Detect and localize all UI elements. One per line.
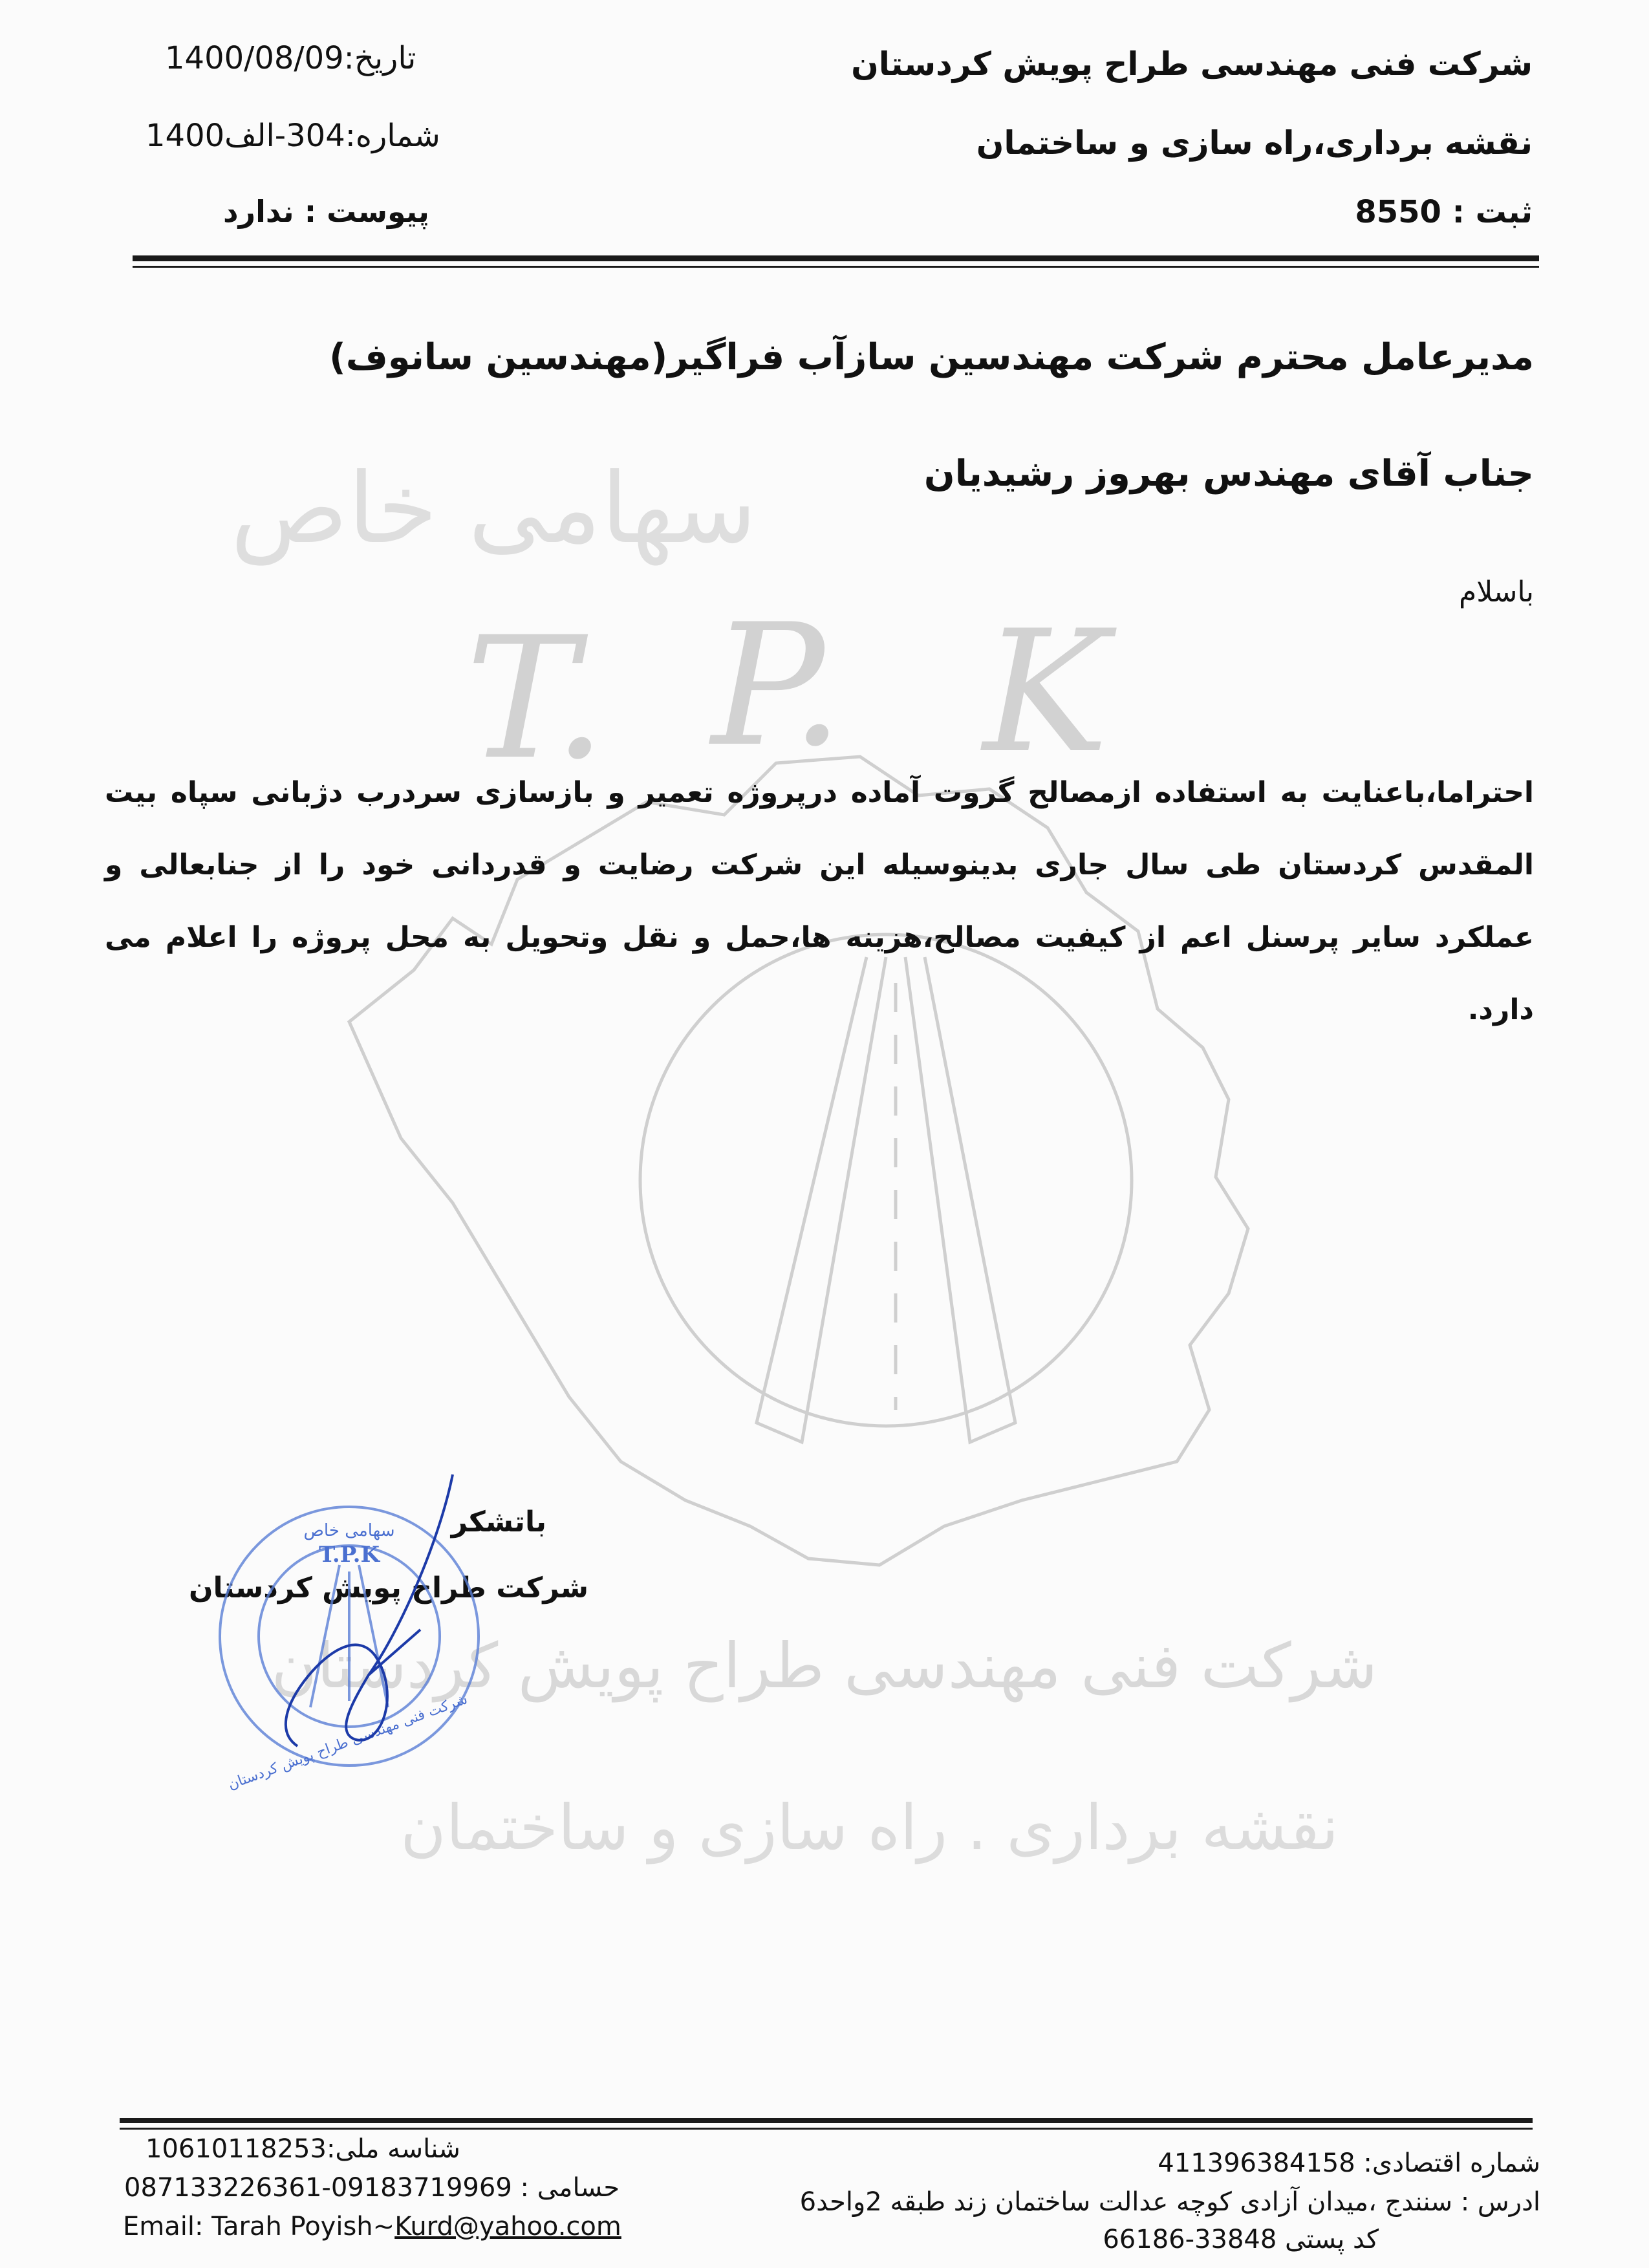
email <box>123 2212 621 2241</box>
signature-company: شرکت طراح پویش کردستان <box>188 1571 588 1604</box>
closing: باتشکر <box>451 1506 546 1539</box>
watermark-services: نقشه برداری . راه سازی و ساختمان <box>400 1791 1339 1864</box>
recipient-name: جناب آقای مهندس بهروز رشیدیان <box>923 453 1534 495</box>
stamp-top-text: سهامی خاص <box>303 1521 395 1540</box>
registration-number: ثبت : 8550 <box>1355 194 1533 230</box>
email-address[interactable]: Kurd@yahoo.com <box>394 2212 621 2241</box>
company-services: نقشه برداری،راه سازی و ساختمان <box>976 124 1533 162</box>
stamp-ring-text: شرکت فنی مهندسی طراح پویش کردستان <box>226 1691 470 1793</box>
company-address: ادرس : سنندج ،میدان آزادی کوچه عدالت ساختمان زند طبقه 2واحد6 <box>799 2187 1540 2217</box>
header-rule-thin <box>133 266 1539 268</box>
watermark-letter-t: T. <box>466 601 607 797</box>
national-id: شناسه ملی:10610118253 <box>146 2134 460 2164</box>
letter-body: احتراما،باعنایت به استفاده ازمصالح گروت آماده درپروژه تعمیر و بازسازی سردرب دژبانی سپاه بیت المقدس کردستان طی سال جاری بدینوسیله این شرکت رضایت و قدردانی خود را از جنابعالی و عملکرد سایر پرسنل اعم از کیفیت مصالح،هزینه ها،حمل و نقل وتحویل به محل پروژه را اعلام می دارد. <box>105 776 1534 1026</box>
email-label: Email: Tarah Poyish~ <box>123 2212 395 2241</box>
watermark-letter-p: P. <box>711 589 844 784</box>
watermark-letter-k: K <box>983 595 1109 790</box>
company-name: شرکت فنی مهندسی طراح پویش کردستان <box>851 45 1533 83</box>
letter-number: شماره:304-الف1400 <box>146 118 440 154</box>
greeting: باسلام <box>1458 576 1534 609</box>
header-rule-thick <box>133 255 1539 261</box>
company-stamp <box>207 1462 504 1824</box>
footer-rule-thick <box>120 2118 1533 2123</box>
economic-code: شماره اقتصادی: 411396384158 <box>1158 2148 1540 2178</box>
recipient-title: مدیرعامل محترم شرکت مهندسین سازآب فراگیر(مهندسین سانوف) <box>329 336 1534 378</box>
footer-rule-thin <box>120 2128 1533 2130</box>
stamp-road <box>310 1565 388 1707</box>
letter-date: تاریخ:1400/08/09 <box>165 40 416 76</box>
letter-attachment: پیوست : ندارد <box>223 194 429 229</box>
accounting-phone: حسامی : 09183719969-087133226361 <box>124 2173 620 2203</box>
watermark-line1: سهامی خاص <box>230 453 757 565</box>
watermark-company: شرکت فنی مهندسی طراح پویش کردستان <box>271 1630 1377 1702</box>
postal-code: کد پستی 33848-66186 <box>1103 2225 1379 2254</box>
stamp-letters: T.P.K <box>318 1542 380 1568</box>
